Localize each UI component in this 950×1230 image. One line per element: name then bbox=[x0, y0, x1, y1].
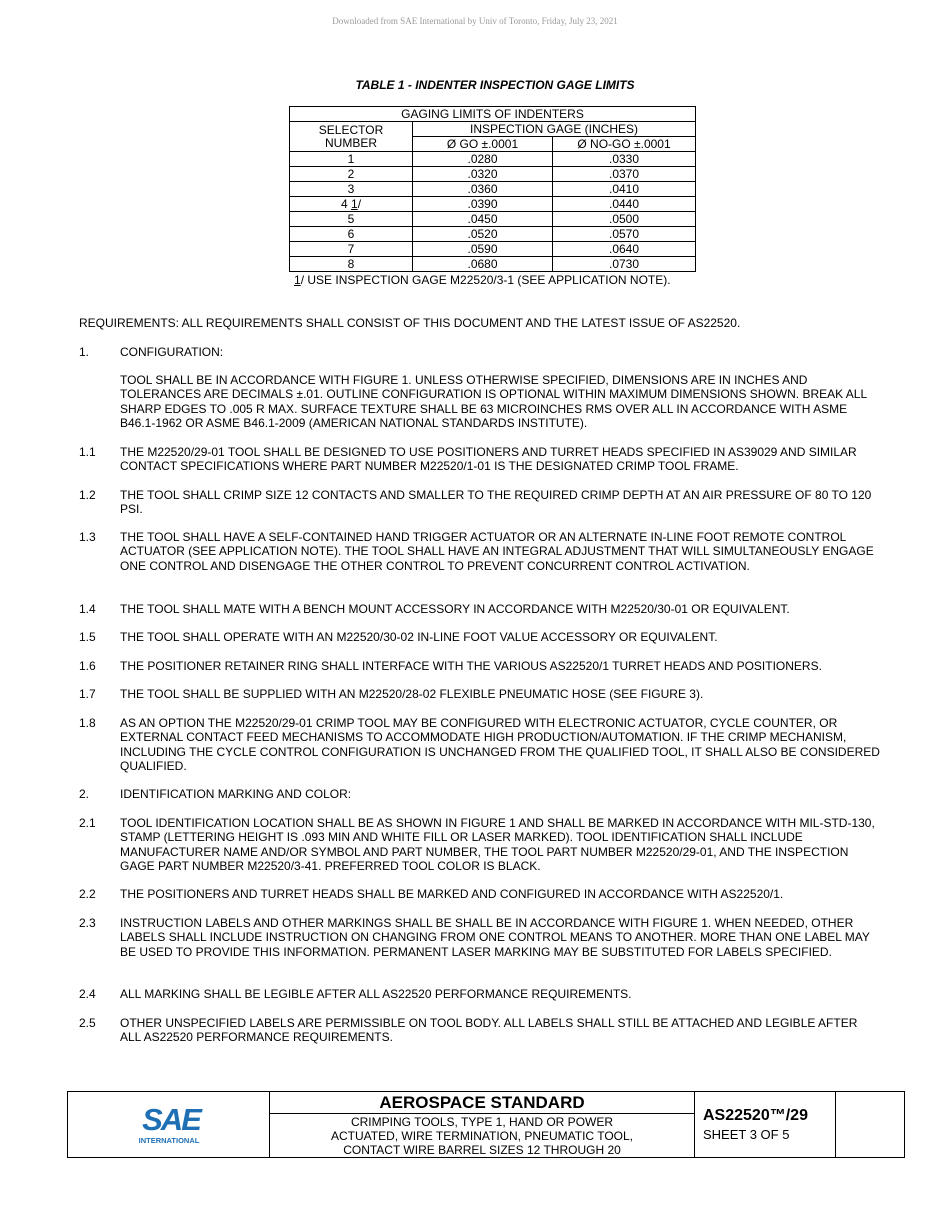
paragraph-text: THE POSITIONER RETAINER RING SHALL INTERFACE WITH THE VARIOUS AS22520/1 TURRET HEADS AND POSITIONERS. bbox=[120, 659, 822, 673]
selector-cell: 3 bbox=[290, 182, 413, 197]
go-value-cell: .0280 bbox=[413, 152, 553, 167]
paragraph-text: TOOL IDENTIFICATION LOCATION SHALL BE AS SHOWN IN FIGURE 1 AND SHALL BE MARKED IN ACCORDANCE WITH MIL-STD-130, STAMP (LETTERING HEIGHT IS .093 MIN AND WHITE FILL OR LASER MARKED). TOOL IDENTIFICATION SHALL INCLUDE MANUFACTURER NAME AND/OR SYMBOL AND PART NUMBER, THE TOOL PART NUMBER M22520/29-01, AND THE INSPECTION GAGE PART NUMBER M22520/3-41. PREFERRED TOOL COLOR IS BLACK. bbox=[120, 816, 875, 873]
desc-line-1: CRIMPING TOOLS, TYPE 1, HAND OR POWER bbox=[350, 1115, 614, 1129]
go-value-cell: .0390 bbox=[413, 197, 553, 212]
paragraph-text: THE POSITIONERS AND TURRET HEADS SHALL BE MARKED AND CONFIGURED IN ACCORDANCE WITH AS22520/1. bbox=[120, 887, 784, 901]
table-row bbox=[290, 152, 696, 167]
paragraph-text: THE TOOL SHALL MATE WITH A BENCH MOUNT ACCESSORY IN ACCORDANCE WITH M22520/30-01 OR EQUIVALENT. bbox=[120, 602, 790, 616]
paragraph-number: 1.2 bbox=[79, 488, 96, 502]
paragraph-number: 1.5 bbox=[79, 630, 96, 644]
paragraph-text: THE TOOL SHALL OPERATE WITH AN M22520/30-02 IN-LINE FOOT VALUE ACCESSORY OR EQUIVALENT. bbox=[120, 630, 718, 644]
table-footnote bbox=[294, 273, 671, 287]
selector-cell: 7 bbox=[290, 242, 413, 257]
paragraph-text: THE M22520/29-01 TOOL SHALL BE DESIGNED TO USE POSITIONERS AND TURRET HEADS SPECIFIED IN AS39029 AND SIMILAR CONTACT SPECIFICATIONS WHERE PART NUMBER M22520/1-01 IS THE DESIGNATED CRIMP TOOL FRAME. bbox=[120, 445, 857, 474]
nogo-value-cell: .0440 bbox=[553, 197, 696, 212]
nogo-value-cell: .0370 bbox=[553, 167, 696, 182]
paragraph-number: 2.3 bbox=[79, 916, 96, 930]
sheet-number: SHEET 3 OF 5 bbox=[703, 1127, 790, 1142]
download-watermark: Downloaded from SAE International by Univ of Toronto, Friday, July 23, 2021 bbox=[332, 16, 618, 26]
go-value-cell: .0320 bbox=[413, 167, 553, 182]
paragraph-text: AS AN OPTION THE M22520/29-01 CRIMP TOOL MAY BE CONFIGURED WITH ELECTRONIC ACTUATOR, CYCLE COUNTER, OR EXTERNAL CONTACT FEED MECHANISMS TO ACCOMMODATE HIGH PRODUCTION/AUTOMATION. IF THE CRIMP MECHANISM, INCLUDING THE CYCLE CONTROL CONFIGURATION IS UNCHANGED FROM THE QUALIFIED TOOL, IT SHALL ALSO BE CONSIDERED QUALIFIED. bbox=[120, 716, 880, 773]
nogo-value-cell: .0570 bbox=[553, 227, 696, 242]
standard-description bbox=[270, 1114, 694, 1157]
paragraph-number: 1.1 bbox=[79, 445, 96, 459]
nogo-header: Ø NO-GO ±.0001 bbox=[553, 137, 696, 152]
logo-cell bbox=[68, 1092, 270, 1157]
paragraph-number: 2.4 bbox=[79, 987, 96, 1001]
footnote-text: / USE INSPECTION GAGE M22520/3-1 (SEE APPLICATION NOTE). bbox=[300, 273, 671, 287]
paragraph-text: OTHER UNSPECIFIED LABELS ARE PERMISSIBLE ON TOOL BODY. ALL LABELS SHALL STILL BE ATTACHED AND LEGIBLE AFTER ALL AS22520 PERFORMANCE REQUIREMENTS. bbox=[120, 1016, 858, 1045]
selector-cell: 8 bbox=[290, 257, 413, 272]
go-value-cell: .0360 bbox=[413, 182, 553, 197]
title-block bbox=[67, 1091, 905, 1158]
note-reference: 1/ bbox=[351, 197, 362, 211]
table-row bbox=[290, 197, 696, 212]
table-row bbox=[290, 182, 696, 197]
nogo-value-cell: .0730 bbox=[553, 257, 696, 272]
go-value-cell: .0680 bbox=[413, 257, 553, 272]
paragraph-number: 2.5 bbox=[79, 1016, 96, 1030]
table-row bbox=[290, 257, 696, 272]
document-number-cell bbox=[695, 1092, 836, 1157]
paragraph-text: INSTRUCTION LABELS AND OTHER MARKINGS SHALL BE SHALL BE IN ACCORDANCE WITH FIGURE 1. WHEN NEEDED, OTHER LABELS SHALL INCLUDE INSTRUCTION ON CHANGING FROM ONE CONTROL MEANS TO ANOTHER. MORE THAN ONE LABEL MAY BE USED TO PROVIDE THIS INFORMATION. PERMANENT LASER MARKING MAY BE SUBSTITUTED FOR LABELS SPECIFIED. bbox=[120, 916, 870, 959]
sae-logo-subtext: INTERNATIONAL bbox=[138, 1136, 200, 1145]
nogo-value-cell: .0500 bbox=[553, 212, 696, 227]
sae-logo bbox=[136, 1102, 206, 1146]
selector-header-line2: NUMBER bbox=[324, 136, 377, 150]
nogo-value-cell: .0410 bbox=[553, 182, 696, 197]
paragraph-number: 1.6 bbox=[79, 659, 96, 673]
go-header: Ø GO ±.0001 bbox=[413, 137, 553, 152]
paragraph-text: THE TOOL SHALL BE SUPPLIED WITH AN M22520/28-02 FLEXIBLE PNEUMATIC HOSE (SEE FIGURE 3). bbox=[120, 687, 704, 701]
paragraph-text: IDENTIFICATION MARKING AND COLOR: bbox=[120, 787, 352, 801]
standard-title: AEROSPACE STANDARD bbox=[270, 1092, 694, 1114]
document-number: AS22520™/29 bbox=[703, 1107, 808, 1124]
paragraph-number: 2. bbox=[79, 787, 90, 801]
table-title: TABLE 1 - INDENTER INSPECTION GAGE LIMITS bbox=[355, 78, 635, 92]
desc-line-2: ACTUATED, WIRE TERMINATION, PNEUMATIC TOOL, bbox=[330, 1129, 634, 1143]
table-main-header: GAGING LIMITS OF INDENTERS bbox=[290, 107, 696, 122]
revision-cell bbox=[836, 1092, 904, 1157]
selector-cell: 4 1/ bbox=[290, 197, 413, 212]
nogo-value-cell: .0330 bbox=[553, 152, 696, 167]
selector-cell: 5 bbox=[290, 212, 413, 227]
paragraph-number: 2.2 bbox=[79, 887, 96, 901]
sae-logo-wordmark: SAE bbox=[142, 1102, 200, 1137]
table-row bbox=[290, 167, 696, 182]
paragraph-number: 1.7 bbox=[79, 687, 96, 701]
requirements-intro: REQUIREMENTS: ALL REQUIREMENTS SHALL CONSIST OF THIS DOCUMENT AND THE LATEST ISSUE OF AS22520. bbox=[79, 316, 741, 330]
selector-cell: 6 bbox=[290, 227, 413, 242]
paragraph-text: CONFIGURATION: bbox=[120, 345, 224, 359]
paragraph-text: THE TOOL SHALL HAVE A SELF-CONTAINED HAND TRIGGER ACTUATOR OR AN ALTERNATE IN-LINE FOOT REMOTE CONTROL ACTUATOR (SEE APPLICATION NOTE). THE TOOL SHALL HAVE AN INTEGRAL ADJUSTMENT THAT WILL SIMULTANEOUSLY ENGAGE ONE CONTROL AND DISENGAGE THE OTHER CONTROL TO PREVENT CONCURRENT CONTROL ACTIVATION. bbox=[120, 530, 874, 573]
paragraph-text: TOOL SHALL BE IN ACCORDANCE WITH FIGURE 1. UNLESS OTHERWISE SPECIFIED, DIMENSIONS ARE IN INCHES AND TOLERANCES ARE DECIMALS ±.01. OUTLINE CONFIGURATION IS OPTIONAL WITHIN MAXIMUM DIMENSIONS SHOWN. BREAK ALL SHARP EDGES TO .005 R MAX. SURFACE TEXTURE SHALL BE 63 MICROINCHES RMS OVER ALL IN ACCORDANCE WITH ASME B46.1-1962 OR ASME B46.1-2009 (AMERICAN NATIONAL STANDARDS INSTITUTE). bbox=[120, 373, 867, 430]
table-row bbox=[290, 242, 696, 257]
paragraph-number: 2.1 bbox=[79, 816, 96, 830]
go-value-cell: .0450 bbox=[413, 212, 553, 227]
paragraph-number: 1.4 bbox=[79, 602, 96, 616]
table-row bbox=[290, 227, 696, 242]
gage-limits-table bbox=[289, 106, 696, 272]
inspection-gage-header: INSPECTION GAGE (INCHES) bbox=[413, 122, 696, 137]
paragraph-number: 1.8 bbox=[79, 716, 96, 730]
table-row bbox=[290, 212, 696, 227]
go-value-cell: .0590 bbox=[413, 242, 553, 257]
paragraph-number: 1. bbox=[79, 345, 90, 359]
go-value-cell: .0520 bbox=[413, 227, 553, 242]
paragraph-text: ALL MARKING SHALL BE LEGIBLE AFTER ALL AS22520 PERFORMANCE REQUIREMENTS. bbox=[120, 987, 632, 1001]
selector-cell: 1 bbox=[290, 152, 413, 167]
selector-number-header bbox=[290, 122, 413, 152]
selector-cell: 2 bbox=[290, 167, 413, 182]
gage-rows bbox=[290, 152, 696, 272]
paragraph-number: 1.3 bbox=[79, 530, 96, 544]
standard-cell bbox=[270, 1092, 695, 1157]
paragraph-text: THE TOOL SHALL CRIMP SIZE 12 CONTACTS AND SMALLER TO THE REQUIRED CRIMP DEPTH AT AN AIR PRESSURE OF 80 TO 120 PSI. bbox=[120, 488, 872, 517]
desc-line-3: CONTACT WIRE BARREL SIZES 12 THROUGH 20 bbox=[343, 1143, 621, 1157]
footnote-mark: 1 bbox=[294, 273, 301, 287]
nogo-value-cell: .0640 bbox=[553, 242, 696, 257]
selector-header-line1: SELECTOR bbox=[318, 123, 384, 137]
